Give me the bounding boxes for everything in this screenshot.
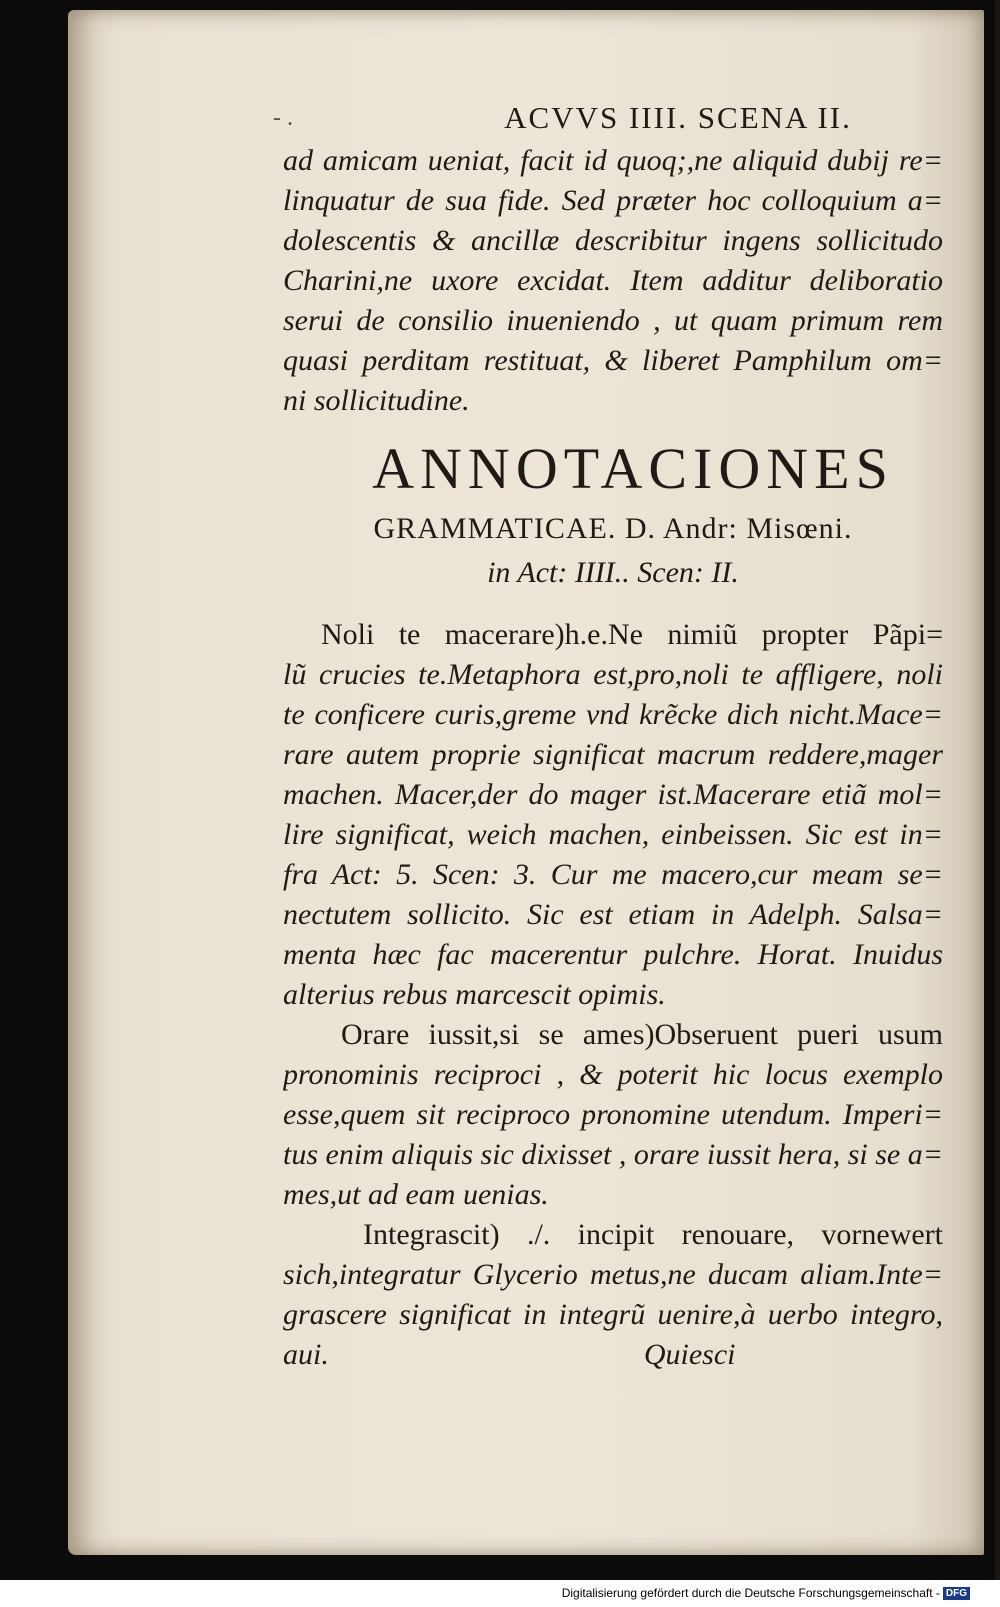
text-line: lũ crucies te.Metaphora est,pro,noli te affligere, noli [283, 658, 943, 691]
text-line: serui de consilio inueniendo , ut quam primum rem [283, 304, 943, 337]
text-line: ni sollicitudine. [283, 384, 470, 417]
digitization-footer [562, 1585, 970, 1601]
paragraph-orare [283, 1015, 943, 1215]
text-line: rare autem proprie significat macrum reddere,mager [283, 738, 943, 771]
text-line: Orare iussit,si se ames)Obseruent pueri usum [341, 1018, 943, 1051]
text-line: Noli te macerare)h.e.Ne nimiũ propter Pãpi= [321, 618, 943, 651]
text-line: Integrascit) ./. incipit renouare, vornewert [363, 1218, 943, 1251]
dfg-logo: DFG [943, 1587, 970, 1600]
section-subheading-act: in Act: IIII.. Scen: II. [487, 556, 739, 589]
catchword-line: aui. Quiesci [283, 1338, 736, 1371]
text-line: ad amicam ueniat, facit id quoq;,ne aliquid dubij re= [283, 144, 943, 177]
text-line: pronominis reciproci , & poterit hic locus exemplo [283, 1058, 943, 1091]
section-heading: ANNOTACIONES [372, 436, 894, 501]
scan-edge [995, 0, 1000, 1580]
text-line: machen. Macer,der do mager ist.Macerare etiã mol= [283, 778, 943, 811]
text-line: nectutem sollicito. Sic est etiam in Adelph. Salsa= [283, 898, 943, 931]
text-line: mes,ut ad eam uenias. [283, 1178, 549, 1211]
text-line: Charini,ne uxore excidat. Item additur deliboratio [283, 264, 943, 297]
footer-text: Digitalisierung gefördert durch die Deutsche Forschungsgemeinschaft - [561, 1586, 940, 1600]
text-line: linquatur de sua fide. Sed præter hoc colloquium a= [283, 184, 943, 217]
paragraph-macerare [283, 615, 943, 1015]
section-subheading: GRAMMATICAE. D. Andr: Misœni. [373, 512, 853, 545]
text-line: fra Act: 5. Scen: 3. Cur me macero,cur meam se= [283, 858, 943, 891]
text-line: menta hæc fac macerentur pulchre. Horat. Inuidus [283, 938, 943, 971]
text-line: dolescentis & ancillæ describitur ingens sollicitudo [283, 224, 943, 257]
text-line: te conficere curis,greme vnd krẽcke dich nicht.Mace= [283, 698, 943, 731]
text-line: grascere significat in integrũ uenire,à uerbo integro, [283, 1298, 943, 1331]
page-text [273, 95, 943, 1375]
paragraph-integrascit [283, 1215, 943, 1375]
text-line: sich,integratur Glycerio metus,ne ducam aliam.Inte= [283, 1258, 943, 1291]
text-line: alterius rebus marcescit opimis. [283, 978, 666, 1011]
paragraph-argument [283, 141, 943, 421]
text-line: esse,quem sit reciproco pronomine utendum. Imperi= [283, 1098, 943, 1131]
running-head: ACVVS IIII. SCENA II. [504, 100, 852, 135]
text-line: tus enim aliquis sic dixisset , orare iussit hera, si se a= [283, 1138, 943, 1171]
text-line: quasi perditam restituat, & liberet Pamphilum om= [283, 344, 943, 377]
text-line: lire significat, weich machen, einbeissen. Sic est in= [283, 818, 943, 851]
page-mark: - . [273, 105, 293, 131]
